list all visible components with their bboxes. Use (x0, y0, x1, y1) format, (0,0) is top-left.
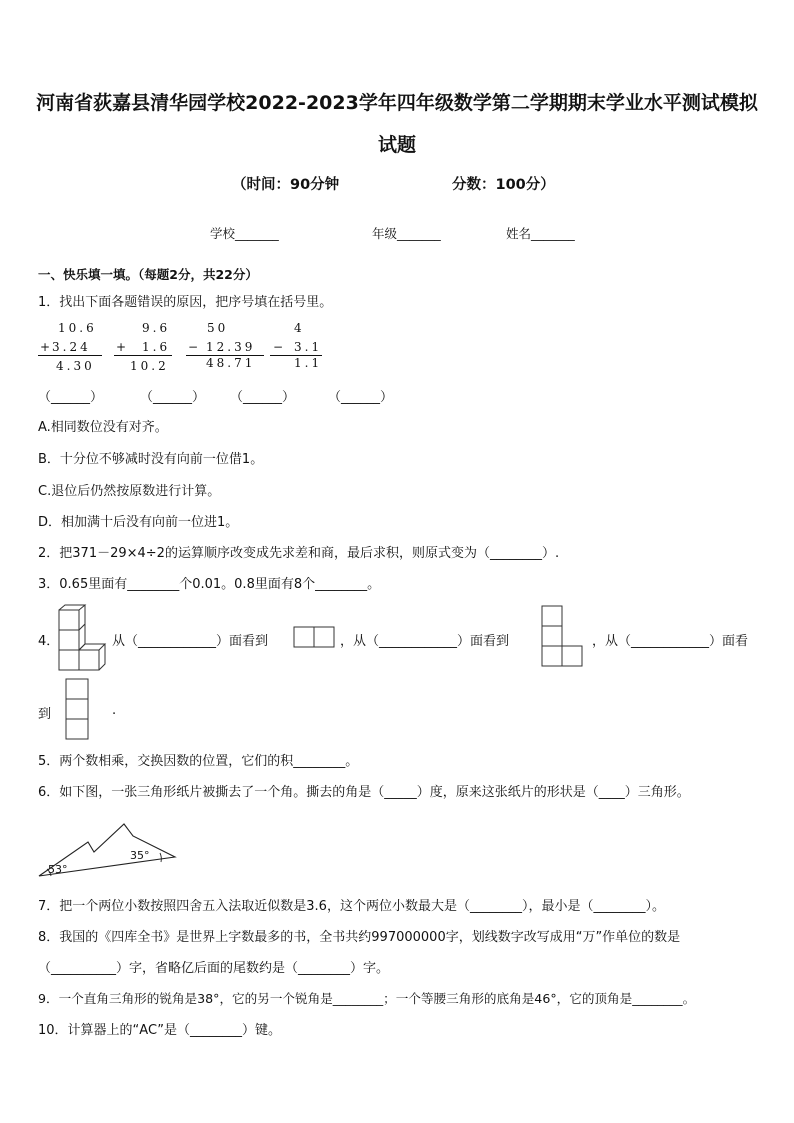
q1-blank-1[interactable]: （______） (38, 390, 104, 405)
q4-part-1: 从（____________）面看到 (112, 634, 269, 649)
school-field: 学校_______ (210, 226, 279, 241)
q4-number: 4． (38, 634, 60, 649)
q1-option-b: B．十分位不够减时没有向前一位借1。 (38, 452, 264, 467)
calc-operator: + (116, 340, 130, 354)
q6-text: 6．如下图，一张三角形纸片被撕去了一个角。撕去的角是（_____）度，原来这张纸片的形状是（____）三角形。 (38, 785, 690, 800)
cube-stack-3d-figure (56, 604, 106, 672)
q4-part-4: 到 (38, 707, 52, 722)
exam-score: 分数：100分） (452, 177, 555, 193)
calc-rule (38, 355, 102, 356)
q3-text: 3．0.65里面有________个0.01。0.8里面有8个________。 (38, 577, 381, 592)
calc-bottom: 12.39 (206, 340, 256, 354)
name-field: 姓名_______ (506, 226, 575, 241)
q1-option-c: C.退位后仍然按原数进行计算。 (38, 484, 221, 499)
page-title: 河南省荻嘉县清华园学校2022-2023学年四年级数学第二学期期末学业水平测试模拟 (36, 92, 758, 114)
q1-blank-4[interactable]: （______） (328, 390, 394, 405)
q1-option-d: D．相加满十后没有向前一位进1。 (38, 515, 239, 530)
q9-text: 9．一个直角三角形的锐角是38°，它的另一个锐角是________；一个等腰三角形的底角是46°，它的顶角是________。 (38, 991, 696, 1006)
grade-field: 年级_______ (372, 226, 441, 241)
q4-part-3: ，从（____________）面看 (592, 634, 749, 649)
angle-label-35: 35° (130, 849, 150, 862)
q1-blank-3[interactable]: （______） (230, 390, 296, 405)
q7-text: 7．把一个两位小数按照四舍五入法取近似数是3.6，这个两位小数最大是（________），最小是（________）。 (38, 899, 665, 914)
calc-bottom: 3.1 (294, 340, 323, 354)
calc-result: 1.1 (294, 356, 323, 370)
calc-result: 10.2 (130, 359, 169, 373)
angle-label-53: 53° (48, 863, 68, 876)
calc-top: 10.6 (58, 321, 97, 335)
section-heading: 一、快乐填一填。（每题2分，共22分） (38, 267, 258, 282)
calc-operator: + (40, 340, 54, 354)
exam-time: （时间：90分钟 (232, 177, 340, 193)
calc-top: 50 (207, 321, 229, 335)
q5-text: 5．两个数相乘，交换因数的位置，它们的积________。 (38, 754, 359, 769)
view-three-squares-vertical (64, 678, 90, 742)
view-two-squares-horizontal (293, 626, 335, 648)
q4-part-5: . (112, 703, 117, 718)
calc-top: 9.6 (142, 321, 171, 335)
q10-text: 10．计算器上的“AC”是（________）键。 (38, 1023, 281, 1038)
q1-stem: 1．找出下面各题错误的原因，把序号填在括号里。 (38, 295, 333, 310)
calc-rule (114, 355, 172, 356)
calc-operator: − (188, 340, 202, 354)
q1-blank-2[interactable]: （______） (140, 390, 206, 405)
q8-text-line2: （__________）字，省略亿后面的尾数约是（________）字。 (38, 961, 390, 976)
calc-bottom: 1.6 (142, 340, 171, 354)
calc-operator: − (273, 340, 287, 354)
q1-option-a: A.相同数位没有对齐。 (38, 420, 168, 435)
calc-result: 48.71 (206, 356, 256, 370)
q8-text-line1: 8．我国的《四库全书》是世界上字数最多的书，全书共约997000000字，划线数字改写成用“万”作单位的数是 (38, 930, 681, 945)
calc-result: 4.30 (56, 359, 95, 373)
page-title-cont: 试题 (377, 134, 416, 156)
q2-text: 2．把371－29×4÷2的运算顺序改变成先求差和商，最后求积，则原式变为（________）. (38, 546, 560, 561)
calc-top: 4 (294, 321, 305, 335)
calc-bottom: 3.24 (52, 340, 91, 354)
view-l-shape (541, 605, 585, 669)
torn-triangle-figure (36, 822, 178, 880)
q4-part-2: ，从（____________）面看到 (340, 634, 510, 649)
